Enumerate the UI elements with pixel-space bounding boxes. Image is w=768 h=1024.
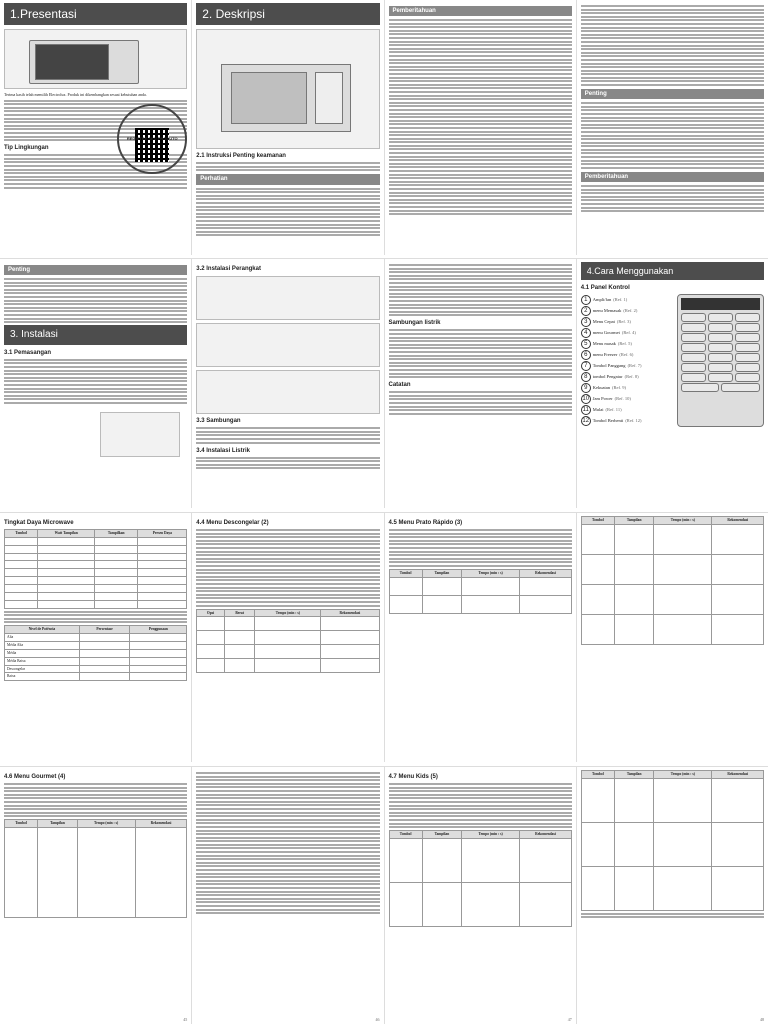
control-ref: (Ref. 9) — [612, 385, 626, 391]
control-number-badge: 2 — [581, 306, 591, 316]
control-panel-title: 4.1 Panel Kontrol — [580, 285, 630, 292]
panel-description — [192, 0, 384, 255]
panel-presentation — [0, 0, 192, 255]
connection-title: 3.3 Sambungan — [196, 418, 241, 425]
control-number-badge: 6 — [581, 350, 591, 360]
control-ref: (Ref. 8) — [624, 374, 639, 380]
panel-kids-2 — [577, 767, 768, 1024]
panel-power-table — [0, 513, 192, 762]
control-legend-item — [581, 350, 673, 360]
device-install-title: 3.2 Instalasi Perangkat — [196, 266, 261, 272]
control-label: Mulai — [592, 407, 604, 413]
mounting-title: 3.1 Pemasangan — [4, 349, 52, 356]
control-number-badge: 3 — [581, 317, 591, 327]
row-menus — [0, 512, 768, 762]
installation-title: 3. Instalasi — [4, 325, 187, 345]
control-legend — [581, 294, 673, 427]
control-legend-item — [581, 339, 673, 349]
control-label: Ampli/fan — [592, 297, 612, 303]
defrost-title: 4.4 Menu Descongelar (2) — [196, 520, 269, 526]
toc-title: Tip Lingkungan — [4, 145, 49, 152]
control-ref: (Ref. 10) — [614, 396, 631, 402]
gourmet-table: Tombol Tampilan Tempo (min : s) Rekomendasi — [4, 819, 187, 918]
control-label: Jam Power — [592, 396, 613, 402]
defrost-table: Opsi Berat Tempo (min : s) Rekomendasi — [196, 609, 379, 674]
power-table: Tombol Watt Tampilan Tampilkan Persen Daya — [4, 529, 187, 608]
ring-diagram — [196, 370, 379, 414]
usage-title: 4.Cara Menggunakan — [581, 262, 764, 280]
control-legend-item — [581, 394, 673, 404]
control-legend-item — [581, 416, 673, 426]
control-label: Kekuatan — [592, 385, 610, 391]
kids-table-2: Tombol Tampilan Tempo (min : s) Rekomendasi — [581, 770, 764, 911]
control-ref: (Ref. 2) — [623, 308, 638, 314]
control-label: tombol Pengatur — [592, 374, 623, 380]
electrical-title: 3.4 Instalasi Listrik — [196, 447, 250, 454]
quick-menu-table: Tombol Tampilan Tempo (min : s) Rekomendasi — [389, 569, 572, 614]
important-label: Penting — [581, 89, 764, 99]
row-installation — [0, 258, 768, 508]
panel-notice-2 — [577, 0, 768, 255]
control-ref: (Ref. 11) — [605, 407, 622, 413]
control-panel-diagram — [677, 294, 764, 427]
control-number-badge: 8 — [581, 372, 591, 382]
warning-label: Perhatian — [196, 174, 379, 184]
panel-gourmet — [0, 767, 192, 1024]
unpack-diagram — [196, 276, 379, 320]
control-ref: (Ref. 1) — [613, 297, 628, 303]
control-label: menu Gourmet — [592, 330, 620, 336]
panel-electrical — [385, 259, 577, 508]
panel-control — [577, 259, 768, 508]
panel-gourmet-2 — [192, 767, 384, 1024]
page-number: 45 — [183, 1016, 188, 1022]
control-number-badge: 7 — [581, 361, 591, 371]
control-number-badge: 10 — [582, 396, 590, 403]
control-legend-item — [581, 405, 673, 415]
page-number: 47 — [567, 1016, 572, 1022]
control-ref: (Ref. 5) — [617, 341, 632, 347]
panel-kids — [385, 767, 577, 1024]
control-label: menu Memasak — [592, 308, 622, 314]
control-ref: (Ref. 4) — [621, 330, 636, 336]
control-number-badge: 1 — [581, 295, 591, 305]
control-number-badge: 12 — [582, 418, 590, 425]
control-label: Menu Cepat — [592, 319, 615, 325]
page-number: 48 — [760, 1016, 764, 1022]
parts-diagram — [196, 29, 379, 149]
note-title: Catatan — [388, 382, 411, 389]
microwave-illustration — [4, 29, 187, 89]
section-title: 2. Deskripsi — [196, 3, 379, 25]
notice-label: Pemberitahuan — [389, 6, 572, 16]
control-label: menu Freezer — [592, 352, 618, 358]
row-presentation — [0, 0, 768, 255]
clearance-diagram — [100, 412, 180, 457]
kids-title: 4.7 Menu Kids (5) — [388, 774, 438, 780]
panel-quick-menu — [385, 513, 577, 762]
control-legend-item — [581, 372, 673, 382]
control-legend-item — [581, 295, 673, 305]
safety-title: 2.1 Instruksi Penting keamanan — [196, 153, 286, 160]
control-number-badge: 9 — [581, 383, 591, 393]
control-ref: (Ref. 6) — [619, 352, 634, 358]
display-screen — [681, 298, 760, 310]
kids-table: Tombol Tampilan Tempo (min : s) Rekomendasi — [389, 830, 572, 927]
control-legend-item — [581, 317, 673, 327]
control-number-badge: 5 — [581, 339, 591, 349]
panel-defrost — [192, 513, 384, 762]
power-level-table: Nivel de Potência Persentase Penggunaan Alta Média Alta Média Média Baixa Descongelar Baixa — [4, 625, 187, 681]
control-label: Menu masak — [592, 341, 616, 347]
control-legend-item — [581, 383, 673, 393]
control-legend-item — [581, 328, 673, 338]
page-number: 46 — [375, 1016, 380, 1022]
notice-label-2: Pemberitahuan — [581, 172, 764, 182]
panel-device-install — [192, 259, 384, 508]
control-ref: (Ref. 12) — [625, 418, 642, 424]
recommendation-table: Tombol Tampilan Tempo (min : s) Rekomendasi — [581, 516, 764, 645]
turntable-diagram — [196, 323, 379, 367]
gourmet-title: 4.6 Menu Gourmet (4) — [4, 774, 66, 780]
control-legend-item — [581, 306, 673, 316]
section-title: 1.Presentasi — [4, 3, 187, 25]
intro-text: Terima kasih telah memilih Electrolux. Produk ini dikembangkan sesuai kebutuhan anda. — [4, 92, 147, 98]
control-number-badge: 11 — [582, 407, 589, 414]
power-table-title: Tingkat Daya Microwave — [4, 520, 74, 526]
control-label: Tombol Panggang — [592, 363, 626, 369]
quick-menu-title: 4.5 Menu Prato Rápido (3) — [388, 520, 463, 526]
control-label: Tombol Berhenti — [592, 418, 624, 424]
control-ref: (Ref. 7) — [627, 363, 642, 369]
control-number-badge: 4 — [581, 328, 591, 338]
register-seal: REGISTRE SEU PRODUTO — [117, 104, 187, 174]
cable-title: Sambungan listrik — [388, 320, 441, 327]
important-label: Penting — [4, 265, 187, 275]
control-legend-item — [581, 361, 673, 371]
panel-notice — [385, 0, 577, 255]
panel-quick-menu-table — [577, 513, 768, 762]
row-gourmet — [0, 766, 768, 1024]
control-ref: (Ref. 3) — [616, 319, 631, 325]
panel-important — [0, 259, 192, 508]
